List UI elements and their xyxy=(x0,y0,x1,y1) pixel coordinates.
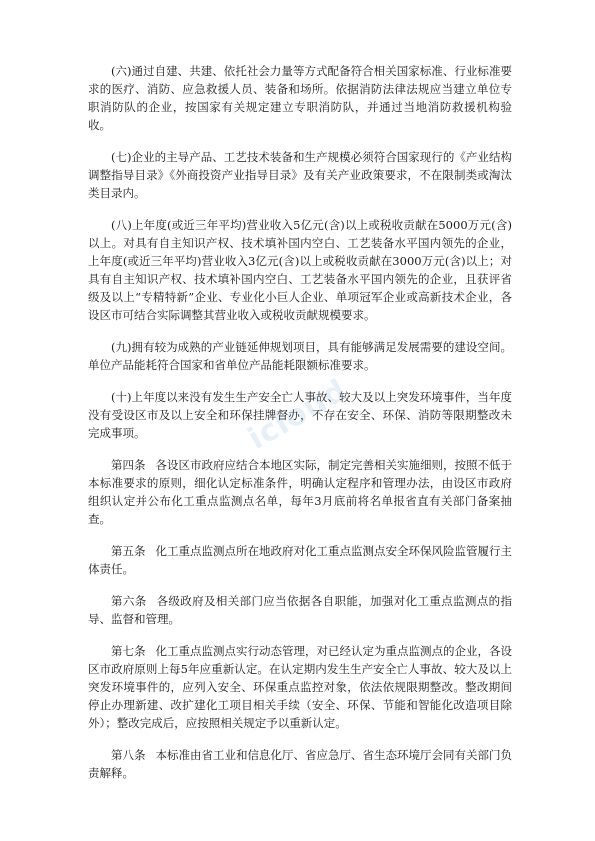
article-number: 第四条 xyxy=(111,458,146,472)
paragraph-item-6 xyxy=(88,62,512,134)
paragraph-text: (七)企业的主导产品、工艺技术装备和生产规模必须符合国家现行的《产业结构调整指导目录》《外商投资产业指导目录》及有关产业政策要求，不在限制类或淘汰类目录内。 xyxy=(88,150,512,200)
article-number: 第七条 xyxy=(111,644,146,658)
paragraph-text: (十)上年度以来没有发生生产安全亡人事故、较大及以上突发环境事件，当年度没有受设区市及以上安全和环保挂牌督办，不存在安全、环保、消防等限期整改未完成事项。 xyxy=(88,390,512,440)
article-6 xyxy=(88,592,512,628)
article-4 xyxy=(88,456,512,528)
paragraph-item-8 xyxy=(88,216,512,324)
paragraph-item-10 xyxy=(88,388,512,442)
paragraph-text: 各设区市政府应结合本地区实际，制定完善相关实施细则，按照不低于本标准要求的原则，细化认定标准条件，明确认定程序和管理办法，由设区市政府组织认定并公布化工重点监测点名单，每年3月底前将名单报省直有关部门备案抽查。 xyxy=(88,458,512,526)
paragraph-text: (六)通过自建、共建、依托社会力量等方式配备符合相关国家标准、行业标准要求的医疗、消防、应急救援人员、装备和场所。依据消防法律法规应当建立单位专职消防队的企业，按国家有关规定建立专职消防队，并通过当地消防救援机构验收。 xyxy=(88,64,512,132)
watermark-logo-icon: icloud xyxy=(242,372,354,457)
article-5 xyxy=(88,542,512,578)
document-body xyxy=(88,62,512,796)
paragraph-text: 各级政府及相关部门应当依据各自职能，加强对化工重点监测点的指导、监督和管理。 xyxy=(88,594,512,626)
article-number: 第五条 xyxy=(111,544,146,558)
article-number: 第八条 xyxy=(111,748,146,762)
article-7 xyxy=(88,642,512,732)
paragraph-item-7 xyxy=(88,148,512,202)
paragraph-item-9 xyxy=(88,338,512,374)
paragraph-text: (八)上年度(或近三年平均)营业收入5亿元(含)以上或税收贡献在5000万元(含)以上。对具有自主知识产权、技术填补国内空白、工艺装备水平国内领先的企业，上年度(或近三年平均)营业收入3亿元(含)以上或税收贡献在3000万元(含)以上；对具有自主知识产权、技术填补国内空白、工艺装备水平国内领先的企业，且获评省级及以上“专精特新”企业、专业化小巨人企业、单项冠军企业或高新技术企业，各设区市可结合实际调整其营业收入或税收贡献规模要求。 xyxy=(88,218,512,322)
article-8 xyxy=(88,746,512,782)
paragraph-text: 本标准由省工业和信息化厅、省应急厅、省生态环境厅会同有关部门负责解释。 xyxy=(88,748,512,780)
paragraph-text: (九)拥有较为成熟的产业链延伸规划项目，具有能够满足发展需要的建设空间。单位产品能耗符合国家和省单位产品能耗限额标准要求。 xyxy=(88,340,512,372)
paragraph-text: 化工重点监测点所在地政府对化工重点监测点安全环保风险监管履行主体责任。 xyxy=(88,544,512,576)
paragraph-text: 化工重点监测点实行动态管理，对已经认定为重点监测点的企业，各设区市政府原则上每5年应重新认定。在认定期内发生生产安全亡人事故、较大及以上突发环境事件的，应列入安全、环保重点监控对象，依法依规限期整改。整改期间停止办理新建、改扩建化工项目相关手续（安全、环保、节能和智能化改造项目除外）；整改完成后，应按照相关规定予以重新认定。 xyxy=(88,644,512,730)
article-number: 第六条 xyxy=(111,594,147,608)
